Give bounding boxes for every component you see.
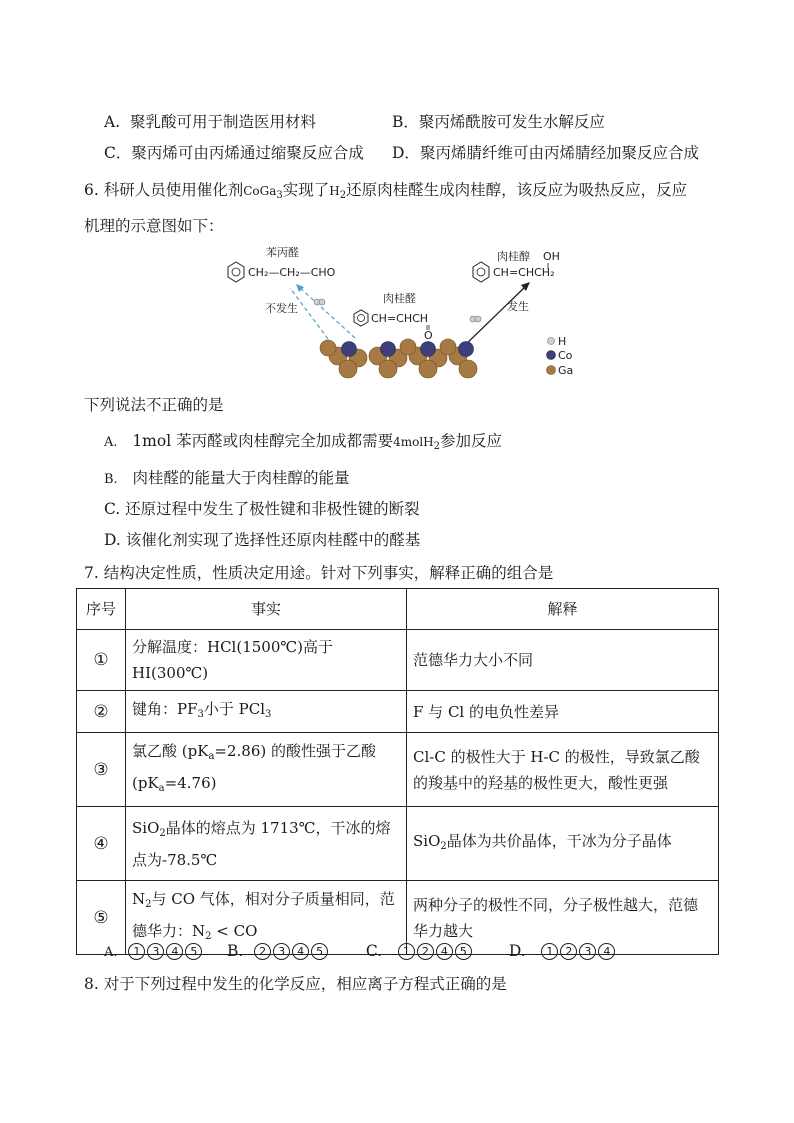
- left-arrow-label: 不发生: [265, 302, 298, 315]
- fact-text: N: [132, 889, 146, 908]
- option-text: 肉桂醛的能量大于肉桂醇的能量: [132, 469, 350, 487]
- q6-stem-line2: 机理的示意图如下：: [84, 217, 224, 235]
- amount-text: 4molH: [393, 435, 434, 449]
- subscript: a: [208, 750, 215, 762]
- hydrogen-legend-icon: [548, 338, 555, 345]
- right-product-formula: CH=CHCH₂: [493, 266, 555, 279]
- option-text: 聚丙烯可由丙烯通过缩聚反应合成: [131, 144, 364, 162]
- circled-number: 5: [311, 943, 328, 960]
- question-number: 7.: [84, 564, 99, 582]
- legend-h: H: [558, 335, 567, 348]
- benzene-ring-icon: [473, 262, 489, 282]
- fact-text: 键角：PF: [132, 699, 198, 718]
- stem-text: 对于下列过程中发生的化学反应，相应离子方程式正确的是: [103, 975, 507, 993]
- benzene-ring-icon: [228, 262, 244, 282]
- option-label: D.: [104, 531, 121, 549]
- cobalt-legend-icon: [547, 351, 556, 360]
- q7-option-b: [227, 940, 361, 962]
- middle-reactant-formula: CH=CHCH: [371, 312, 429, 325]
- option-text: 聚丙烯腈纤维可由丙烯腈经加聚反应合成: [419, 144, 699, 162]
- circled-number: 3: [579, 943, 596, 960]
- option-text: 参加反应: [440, 432, 503, 450]
- q7-table: [76, 588, 719, 955]
- option-label: C．: [104, 144, 132, 162]
- dashed-arrow-left-outer: [298, 286, 355, 338]
- left-product-name: 苯丙醛: [266, 246, 299, 259]
- catalyst-surface: [320, 339, 477, 378]
- header-explain: 解释: [407, 589, 719, 630]
- option-text: 1mol 苯丙醛或肉桂醇完全加成都需要: [132, 432, 394, 450]
- row-fact: [126, 807, 407, 881]
- carbonyl-oxygen: O: [424, 329, 433, 342]
- hydroxyl-label: OH: [543, 250, 560, 263]
- circled-number: 1: [398, 943, 415, 960]
- option-label: C.: [365, 942, 383, 960]
- table-row: [77, 807, 719, 881]
- q6-option-c: [104, 498, 420, 520]
- row-num: ④: [77, 807, 126, 881]
- subscript: 3: [265, 708, 272, 720]
- q8-stem: [84, 973, 507, 995]
- header-num: 序号: [77, 589, 126, 630]
- q6-prompt: 下列说法不正确的是: [84, 396, 224, 414]
- option-label: A.: [104, 435, 118, 450]
- circled-number: 4: [598, 943, 615, 960]
- fact-text: =2.86) 的酸性强于乙酸 (pK: [132, 741, 376, 792]
- amount-subscript: 2: [433, 441, 441, 452]
- right-arrow-label: 发生: [507, 300, 529, 313]
- explain-text: 晶体为共价晶体，干冰为分子晶体: [446, 831, 672, 850]
- legend-ga: Ga: [558, 364, 574, 377]
- q6-stem: [84, 179, 687, 207]
- row-num: ②: [77, 691, 126, 733]
- fact-text: 小于 PCl: [203, 699, 266, 718]
- subscript: a: [158, 782, 165, 794]
- q7-options: [104, 940, 616, 964]
- option-label: B.: [226, 942, 244, 960]
- hydrogen-molecule-icon: [470, 316, 481, 322]
- h2-formula: [329, 184, 347, 201]
- row-explain: 范德华力大小不同: [407, 630, 719, 691]
- q6-option-b: [104, 467, 349, 491]
- question-number: 6.: [84, 181, 99, 199]
- stem-text: 还原肉桂醛生成肉桂醇，该反应为吸热反应，反应: [346, 181, 688, 199]
- row-num: ③: [77, 733, 126, 807]
- legend: [547, 335, 574, 377]
- fact-text: < CO: [211, 921, 258, 940]
- circled-number: 5: [185, 943, 202, 960]
- subscript: 3: [197, 708, 204, 720]
- circled-number: 2: [560, 943, 577, 960]
- catalyst-subscript: 3: [276, 190, 283, 201]
- circled-number: 3: [273, 943, 290, 960]
- circled-number: 4: [292, 943, 309, 960]
- option-label: D．: [392, 144, 420, 162]
- circled-number: 2: [254, 943, 271, 960]
- q5-option-a: [104, 111, 316, 133]
- header-fact: 事实: [126, 589, 407, 630]
- option-label: A.: [104, 945, 118, 960]
- explain-text: SiO: [413, 831, 441, 850]
- q7-option-c: [366, 940, 504, 962]
- option-text: 聚乳酸可用于制造医用材料: [129, 113, 316, 131]
- middle-reactant-name: 肉桂醛: [383, 292, 416, 305]
- table-row: [77, 733, 719, 807]
- subscript: 2: [145, 898, 152, 910]
- stem-text: 结构决定性质，性质决定用途。针对下列事实，解释正确的组合是: [103, 564, 554, 582]
- q5-option-b: [392, 111, 605, 133]
- row-fact: [126, 691, 407, 733]
- row-num: ⑤: [77, 881, 126, 955]
- q7-option-d: [509, 940, 617, 962]
- circled-number: 2: [417, 943, 434, 960]
- fact-text: 与 CO 气体，相对分子质量相同，范德华力：N: [132, 889, 395, 940]
- subscript: 2: [159, 827, 166, 839]
- option-label: B.: [104, 472, 118, 487]
- circled-number: 5: [455, 943, 472, 960]
- reaction-mechanism-diagram: [210, 244, 590, 384]
- row-fact: [126, 733, 407, 807]
- option-label: A.: [104, 113, 121, 131]
- stem-text: 实现了: [282, 181, 330, 199]
- stem-text: 科研人员使用催化剂: [103, 181, 244, 199]
- h2-text: H: [329, 184, 340, 198]
- table-header-row: [77, 589, 719, 630]
- legend-co: Co: [558, 349, 573, 362]
- catalyst-formula: [243, 184, 283, 201]
- circled-number: 3: [147, 943, 164, 960]
- gallium-legend-icon: [547, 366, 556, 375]
- q5-option-d: [392, 142, 699, 164]
- q6-option-a: [104, 430, 502, 458]
- fact-text: 晶体的熔点为 1713℃，干冰的熔点为-78.5℃: [132, 818, 391, 869]
- circled-number: 1: [541, 943, 558, 960]
- circled-number: 4: [436, 943, 453, 960]
- row-explain: [407, 807, 719, 881]
- subscript: 2: [205, 930, 212, 942]
- option-text: 聚丙烯酰胺可发生水解反应: [418, 113, 605, 131]
- q5-option-c: [104, 142, 364, 164]
- option-label: D.: [508, 942, 526, 960]
- row-explain: F 与 Cl 的电负性差异: [407, 691, 719, 733]
- hydrogen-molecule-icon: [314, 299, 325, 305]
- option-text: 还原过程中发生了极性键和非极性键的断裂: [125, 500, 420, 518]
- option-label: B．: [392, 113, 419, 131]
- circled-number: 4: [166, 943, 183, 960]
- right-product-name: 肉桂醇: [497, 250, 530, 263]
- circled-number: 1: [128, 943, 145, 960]
- option-text: 该催化剂实现了选择性还原肉桂醛中的醛基: [125, 531, 421, 549]
- fact-text: SiO: [132, 818, 160, 837]
- row-fact: 分解温度：HCl(1500℃)高于 HI(300℃): [126, 630, 407, 691]
- left-product-formula: CH₂—CH₂—CHO: [248, 266, 336, 279]
- h2-subscript: 2: [339, 190, 347, 201]
- table-row: [77, 630, 719, 691]
- catalyst-text: CoGa: [243, 184, 277, 198]
- q6-option-d: [104, 529, 420, 551]
- fact-text: 氯乙酸 (pK: [132, 741, 209, 760]
- subscript: 2: [440, 840, 447, 852]
- row-num: ①: [77, 630, 126, 691]
- q7-option-a: [104, 940, 222, 964]
- table-row: [77, 691, 719, 733]
- benzene-ring-icon: [354, 310, 368, 326]
- q7-stem: [84, 562, 553, 584]
- question-number: 8.: [84, 975, 99, 993]
- row-explain: 两种分子的极性不同，分子极性越大，范德华力越大: [407, 881, 719, 955]
- amount-formula: [393, 435, 441, 452]
- row-explain: Cl-C 的极性大于 H-C 的极性，导致氯乙酸的羧基中的羟基的极性更大，酸性更强: [407, 733, 719, 807]
- fact-text: =4.76): [164, 773, 217, 792]
- option-label: C.: [104, 500, 121, 518]
